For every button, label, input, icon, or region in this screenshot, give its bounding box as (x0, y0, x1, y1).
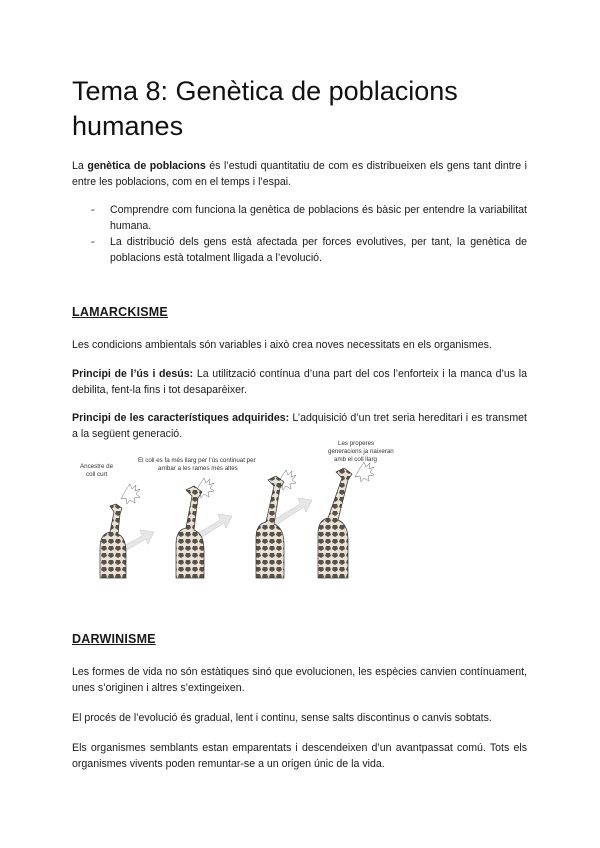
caption-ancestor-line2: coll curt (86, 471, 108, 478)
heading-lamarckisme: LAMARCKISME (72, 305, 168, 319)
list-item-text: La distribució dels gens està afectada per forces evolutives, per tant, la genètica de poblacions està totalment lligada a l’evolució. (110, 236, 527, 264)
principle-acquired-paragraph (72, 410, 527, 442)
giraffe-ancestor-illustration (100, 504, 126, 578)
intro-bold-term: genètica de poblacions (87, 160, 206, 172)
caption-neck-line1: El coll es fa més llarg per l’ús continuat per (138, 457, 256, 464)
lamarckisme-paragraph-1: Les condicions ambientals són variables i això crea noves necessitats en els organismes. (72, 339, 492, 351)
principle-use-paragraph (72, 366, 527, 398)
giraffe-evolution-figure (80, 440, 394, 578)
giraffe-descendant-illustration (318, 468, 352, 578)
caption-neck-line2: arribar a les rames més altes (158, 465, 238, 472)
foliage-shape (355, 462, 374, 482)
caption-next-line2: generacions ja naixeran (328, 448, 394, 455)
darwinisme-paragraph-1: Les formes de vida no són estàtiques sinó que evolucionen, les espècies canvien contínuament, unes s’originen i altres s’extingeixen. (72, 666, 527, 694)
darwinisme-paragraph-3: Els organismes semblants estan emparentats i descendeixen d’un avantpassat comú. Tots els organismes vivents poden remuntar-se a un origen únic de la vida. (72, 742, 527, 770)
caption-ancestor-line1: Ancestre de (80, 463, 114, 470)
page-title: Tema 8: Genètica de poblacions humanes (72, 76, 458, 141)
intro-paragraph (72, 158, 527, 190)
list-item (72, 234, 527, 266)
intro-prefix: La (72, 160, 88, 172)
darwinisme-paragraph-2: El procés de l’evolució és gradual, lent i continu, sense salts discontinus o canvis sobtats. (72, 712, 492, 724)
foliage-shape (121, 484, 140, 504)
list-item-text: Comprendre com funciona la genètica de poblacions és bàsic per entendre la variabilitat humana. (110, 204, 527, 232)
principle-acquired-title: Principi de les característiques adquirides: (72, 412, 290, 424)
bullet-marker: - (91, 204, 95, 216)
giraffe-long-neck-illustration (256, 476, 284, 578)
bullet-list (72, 202, 527, 266)
caption-next-line1: Les properes (338, 440, 375, 447)
principle-acquired-text: L’adquisició d’un tret seria hereditari i es transmet a la següent generació. (72, 412, 527, 440)
intro-text: és l’estudi quantitatiu de com es distribueixen els gens tant dintre i entre les poblacions, com en el temps i l’espai. (72, 160, 527, 188)
bullet-marker: - (91, 236, 95, 248)
list-item (72, 202, 527, 234)
heading-darwinisme: DARWINISME (72, 632, 156, 646)
principle-use-text: La utilització contínua d’una part del cos l’enforteix i la manca d’us la debilita, fent-la fins i tot desaparèixer. (72, 368, 527, 396)
caption-next-line3: amb el coll llarg (334, 456, 377, 463)
principle-use-title: Principi de l’ús i desús: (72, 368, 194, 380)
